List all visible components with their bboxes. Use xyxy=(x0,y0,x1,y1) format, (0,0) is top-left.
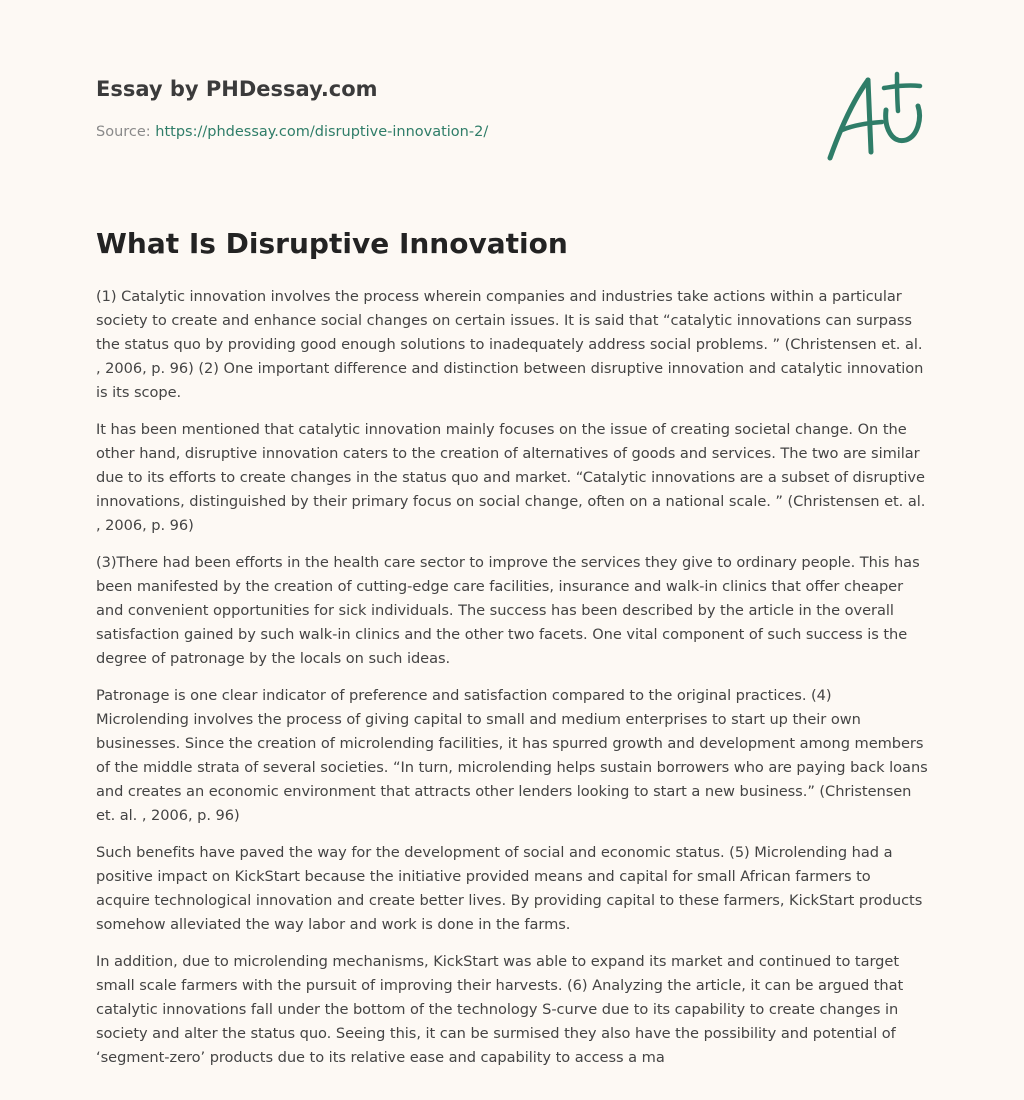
source-line xyxy=(96,124,488,140)
page-header xyxy=(96,74,928,140)
article-paragraph: Patronage is one clear indicator of preference and satisfaction compared to the original practices. (4) Microlending involves the process of giving capital to small and medium enterprises to start up their own businesses. Since the creation of microlending facilities, it has spurred growth and development among members of the middle strata of several societies. “In turn, microlending helps sustain borrowers who are paying back loans and creates an economic environment that attracts other lenders looking to start a new business.” (Christensen et. al. , 2006, p. 96) xyxy=(96,687,928,824)
source-label: Source: xyxy=(96,124,156,140)
article-paragraph: It has been mentioned that catalytic innovation mainly focuses on the issue of creating societal change. On the other hand, disruptive innovation caters to the creation of alternatives of goods and services. The two are similar due to its efforts to create changes in the status quo and market. “Catalytic innovations are a subset of disruptive innovations, distinguished by their primary focus on social change, often on a national scale. ” (Christensen et. al. , 2006, p. 96) xyxy=(96,421,926,534)
article-title: What Is Disruptive Innovation xyxy=(96,227,568,260)
article-paragraph: In addition, due to microlending mechanisms, KickStart was able to expand its market and continued to target small scale farmers with the pursuit of improving their harvests. (6) Analyzing the article, it can be argued that catalytic innovations fall under the bottom of the technology S-curve due to its capability to create changes in society and alter the status quo. Seeing this, it can be surmised they also have the possibility and potential of ‘segment-zero’ products due to its relative ease and capability to access a ma xyxy=(96,953,904,1066)
article-body xyxy=(96,285,928,1083)
source-link[interactable]: https://phdessay.com/disruptive-innovation-2/ xyxy=(155,124,489,140)
brand-title: Essay by PHDessay.com xyxy=(96,77,378,101)
a-plus-logo-icon xyxy=(822,66,932,166)
article-paragraph: Such benefits have paved the way for the development of social and economic status. (5) Microlending had a positive impact on KickStart because the initiative provided means and capital for small African farmers to acquire technological innovation and create better lives. By providing capital to these farmers, KickStart products somehow alleviated the way labor and work is done in the farms. xyxy=(96,844,923,933)
article-paragraph: (3)There had been efforts in the health care sector to improve the services they give to ordinary people. This has been manifested by the creation of cutting-edge care facilities, insurance and walk-in clinics that offer cheaper and convenient opportunities for sick individuals. The success has been described by the article in the overall satisfaction gained by such walk-in clinics and the other two facets. One vital component of such success is the degree of patronage by the locals on such ideas. xyxy=(96,554,920,667)
article-paragraph: (1) Catalytic innovation involves the process wherein companies and industries take actions within a particular society to create and enhance social changes on certain issues. It is said that “catalytic innovations can surpass the status quo by providing good enough solutions to inadequately address social problems. ” (Christensen et. al. , 2006, p. 96) (2) One important difference and distinction between disruptive innovation and catalytic innovation is its scope. xyxy=(96,288,924,401)
